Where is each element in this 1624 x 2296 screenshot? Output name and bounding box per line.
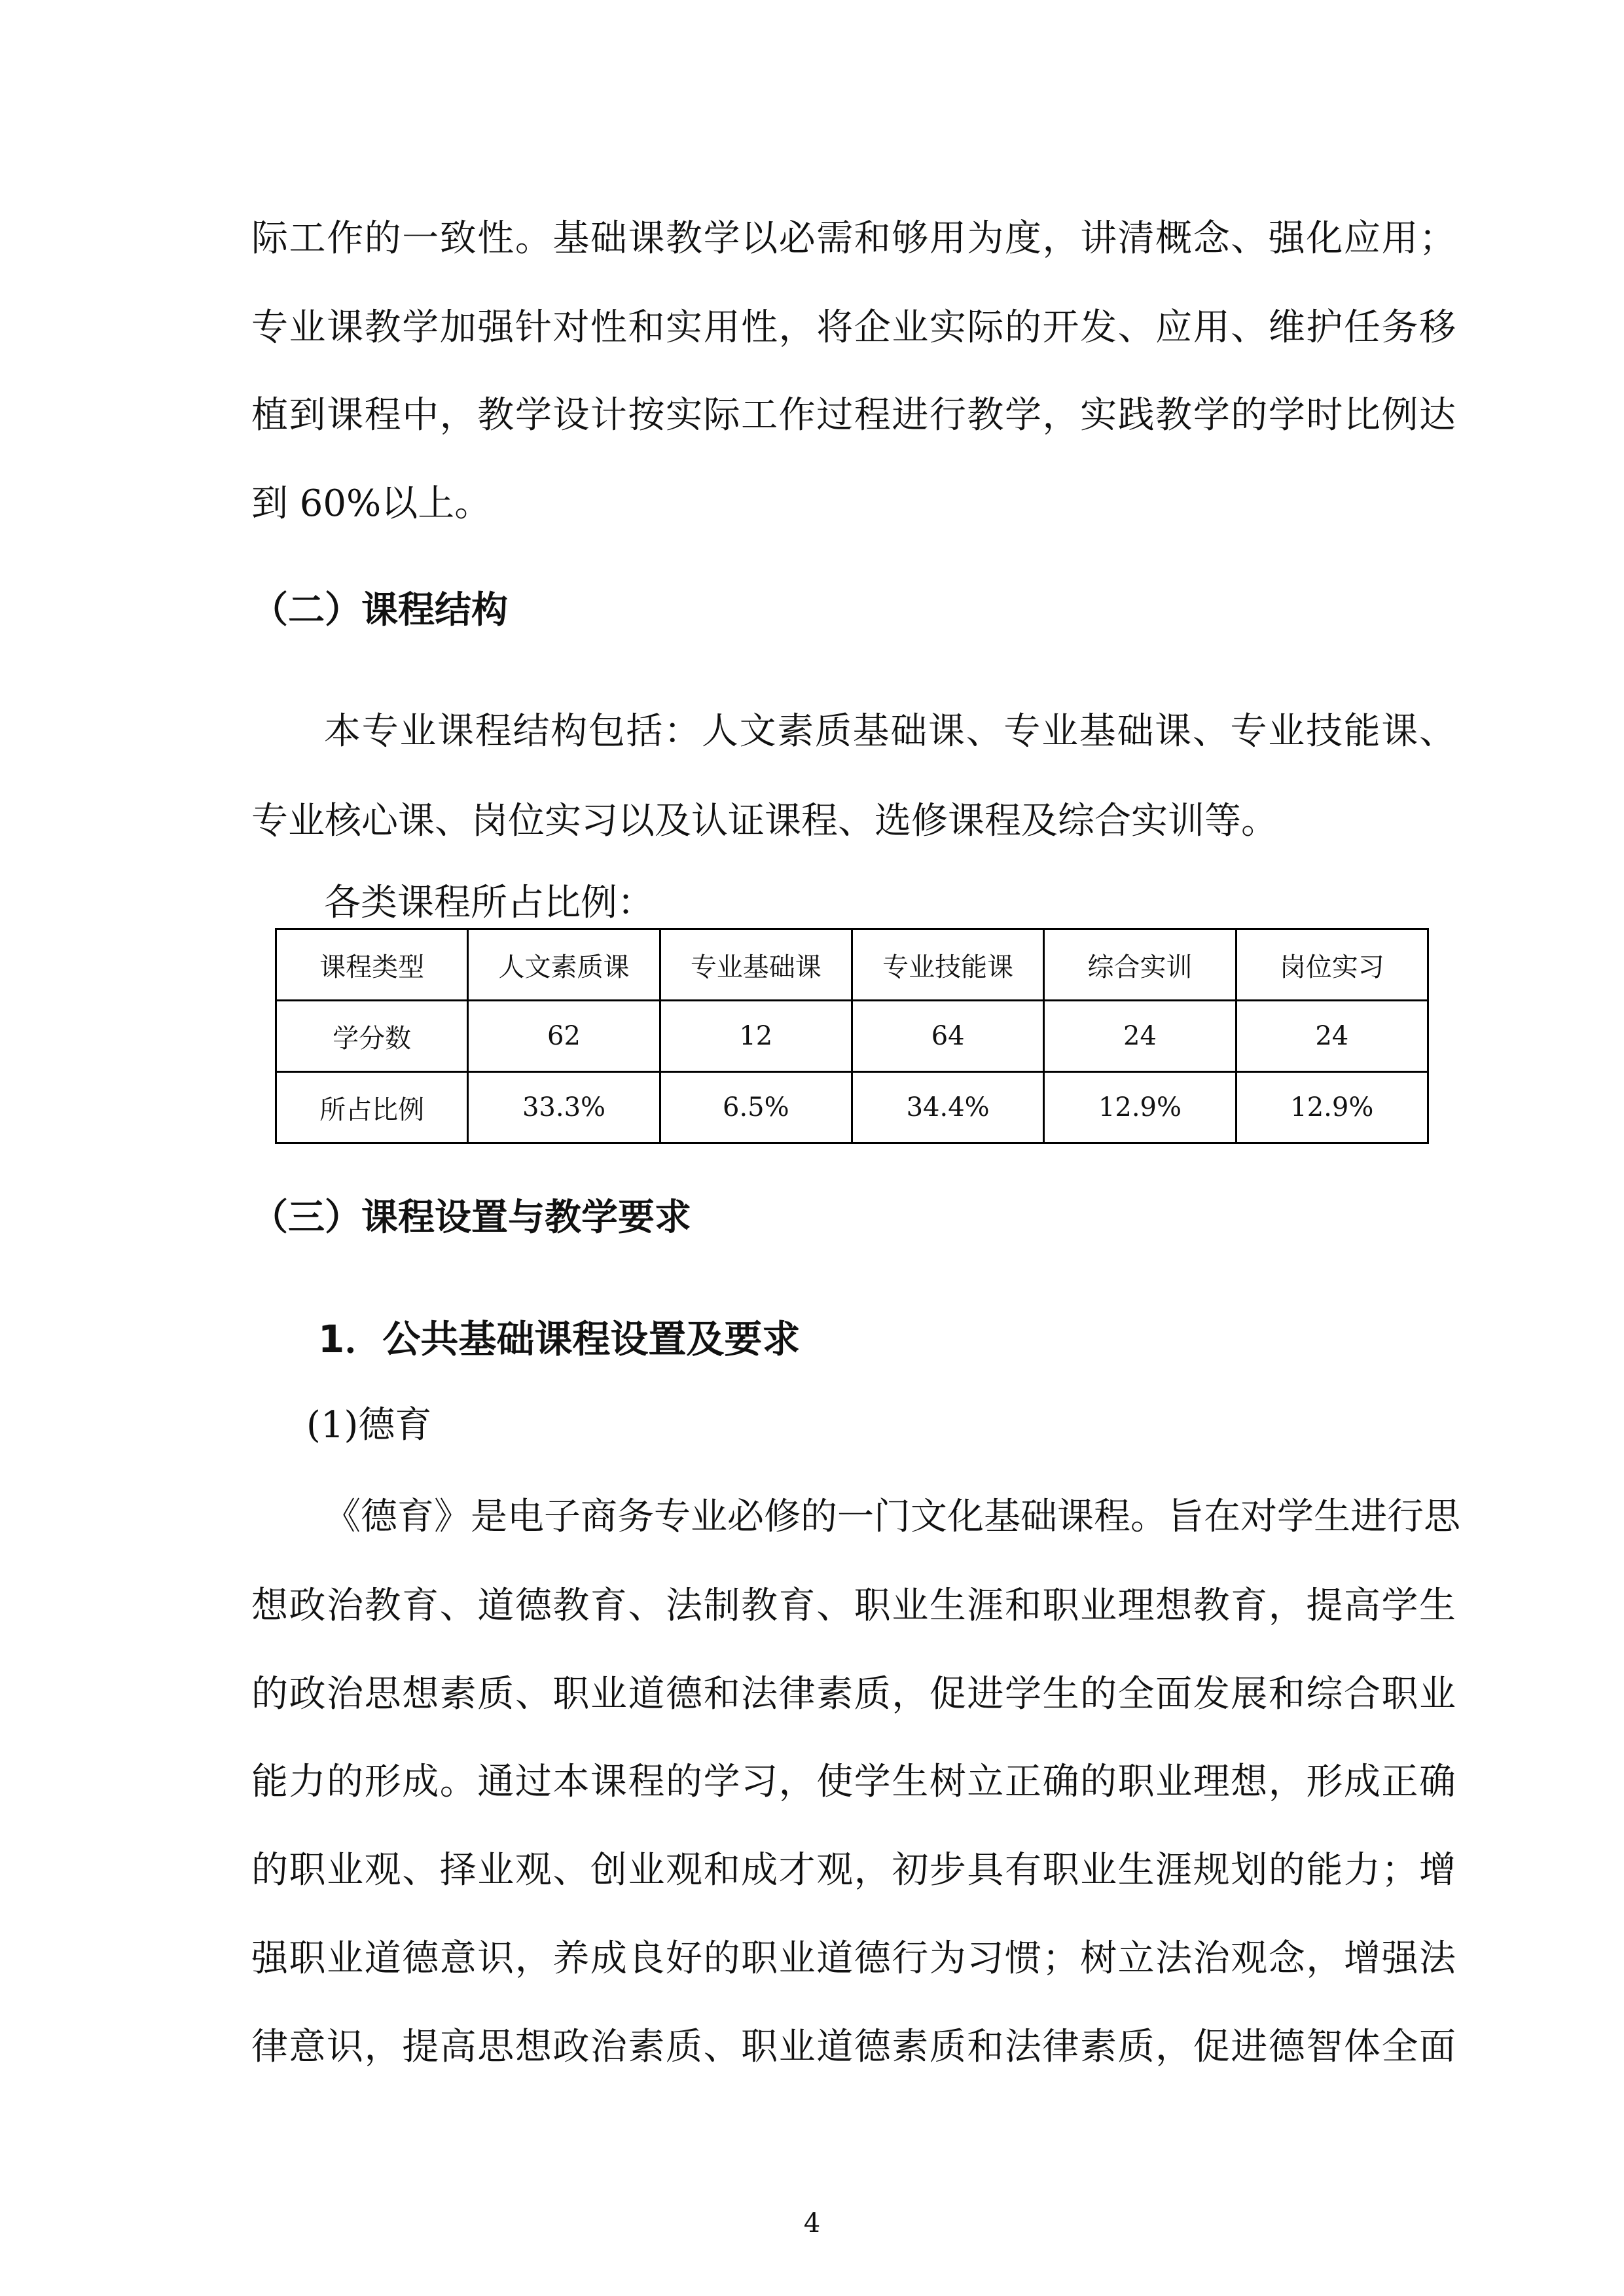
structure-line-2: 专业核心课、岗位实习以及认证课程、选修课程及综合实训等。 <box>251 800 1278 842</box>
table-cell: 34.4% <box>852 1072 1043 1143</box>
table-cell: 33.3% <box>468 1072 660 1143</box>
table-cell: 学分数 <box>276 1001 468 1072</box>
table-cell: 24 <box>1236 1001 1428 1072</box>
intro-line-3: 植到课程中，教学设计按实际工作过程进行教学，实践教学的学时比例达 <box>251 394 1456 437</box>
intro-line-1: 际工作的一致性。基础课教学以必需和够用为度，讲清概念、强化应用； <box>251 217 1456 260</box>
moral-line-7: 律意识，提高思想政治素质、职业道德素质和法律素质，促进德智体全面 <box>251 2026 1456 2068</box>
moral-line-5: 的职业观、择业观、创业观和成才观，初步具有职业生涯规划的能力；增 <box>251 1849 1456 1892</box>
table-row <box>276 1072 1428 1143</box>
structure-line-1: 本专业课程结构包括：人文素质基础课、专业基础课、专业技能课、 <box>324 710 1456 753</box>
table-cell: 课程类型 <box>276 929 468 1001</box>
table-cell: 6.5% <box>660 1072 852 1143</box>
table-cell: 岗位实习 <box>1236 929 1428 1001</box>
item-title-moral-education: (1)德育 <box>306 1404 432 1446</box>
table-cell: 专业基础课 <box>660 929 852 1001</box>
section-heading-course-setup: （三）课程设置与教学要求 <box>251 1196 691 1239</box>
table-cell: 所占比例 <box>276 1072 468 1143</box>
table-cell: 综合实训 <box>1044 929 1236 1001</box>
table-cell: 12.9% <box>1044 1072 1236 1143</box>
moral-line-2: 想政治教育、道德教育、法制教育、职业生涯和职业理想教育，提高学生 <box>251 1585 1456 1627</box>
table-cell: 专业技能课 <box>852 929 1043 1001</box>
intro-line-4: 到 60%以上。 <box>251 482 492 525</box>
page-number: 4 <box>803 2208 821 2238</box>
table-cell: 64 <box>852 1001 1043 1072</box>
table-cell: 人文素质课 <box>468 929 660 1001</box>
table-cell: 12 <box>660 1001 852 1072</box>
table-row <box>276 1001 1428 1072</box>
moral-line-4: 能力的形成。通过本课程的学习，使学生树立正确的职业理想，形成正确 <box>251 1761 1456 1803</box>
table-caption: 各类课程所占比例： <box>324 882 654 924</box>
intro-line-2: 专业课教学加强针对性和实用性，将企业实际的开发、应用、维护任务移 <box>251 306 1456 349</box>
moral-line-6: 强职业道德意识，养成良好的职业道德行为习惯；树立法治观念，增强法 <box>251 1937 1456 1980</box>
subsection-heading-public-courses: 1．公共基础课程设置及要求 <box>318 1317 801 1361</box>
course-ratio-table <box>275 928 1429 1144</box>
table-cell: 62 <box>468 1001 660 1072</box>
table-cell: 12.9% <box>1236 1072 1428 1143</box>
table-row <box>276 929 1428 1001</box>
section-heading-course-structure: （二）课程结构 <box>251 589 508 632</box>
moral-line-3: 的政治思想素质、职业道德和法律素质，促进学生的全面发展和综合职业 <box>251 1673 1456 1715</box>
moral-line-1: 《德育》是电子商务专业必修的一门文化基础课程。旨在对学生进行思 <box>324 1496 1460 1538</box>
table-cell: 24 <box>1044 1001 1236 1072</box>
